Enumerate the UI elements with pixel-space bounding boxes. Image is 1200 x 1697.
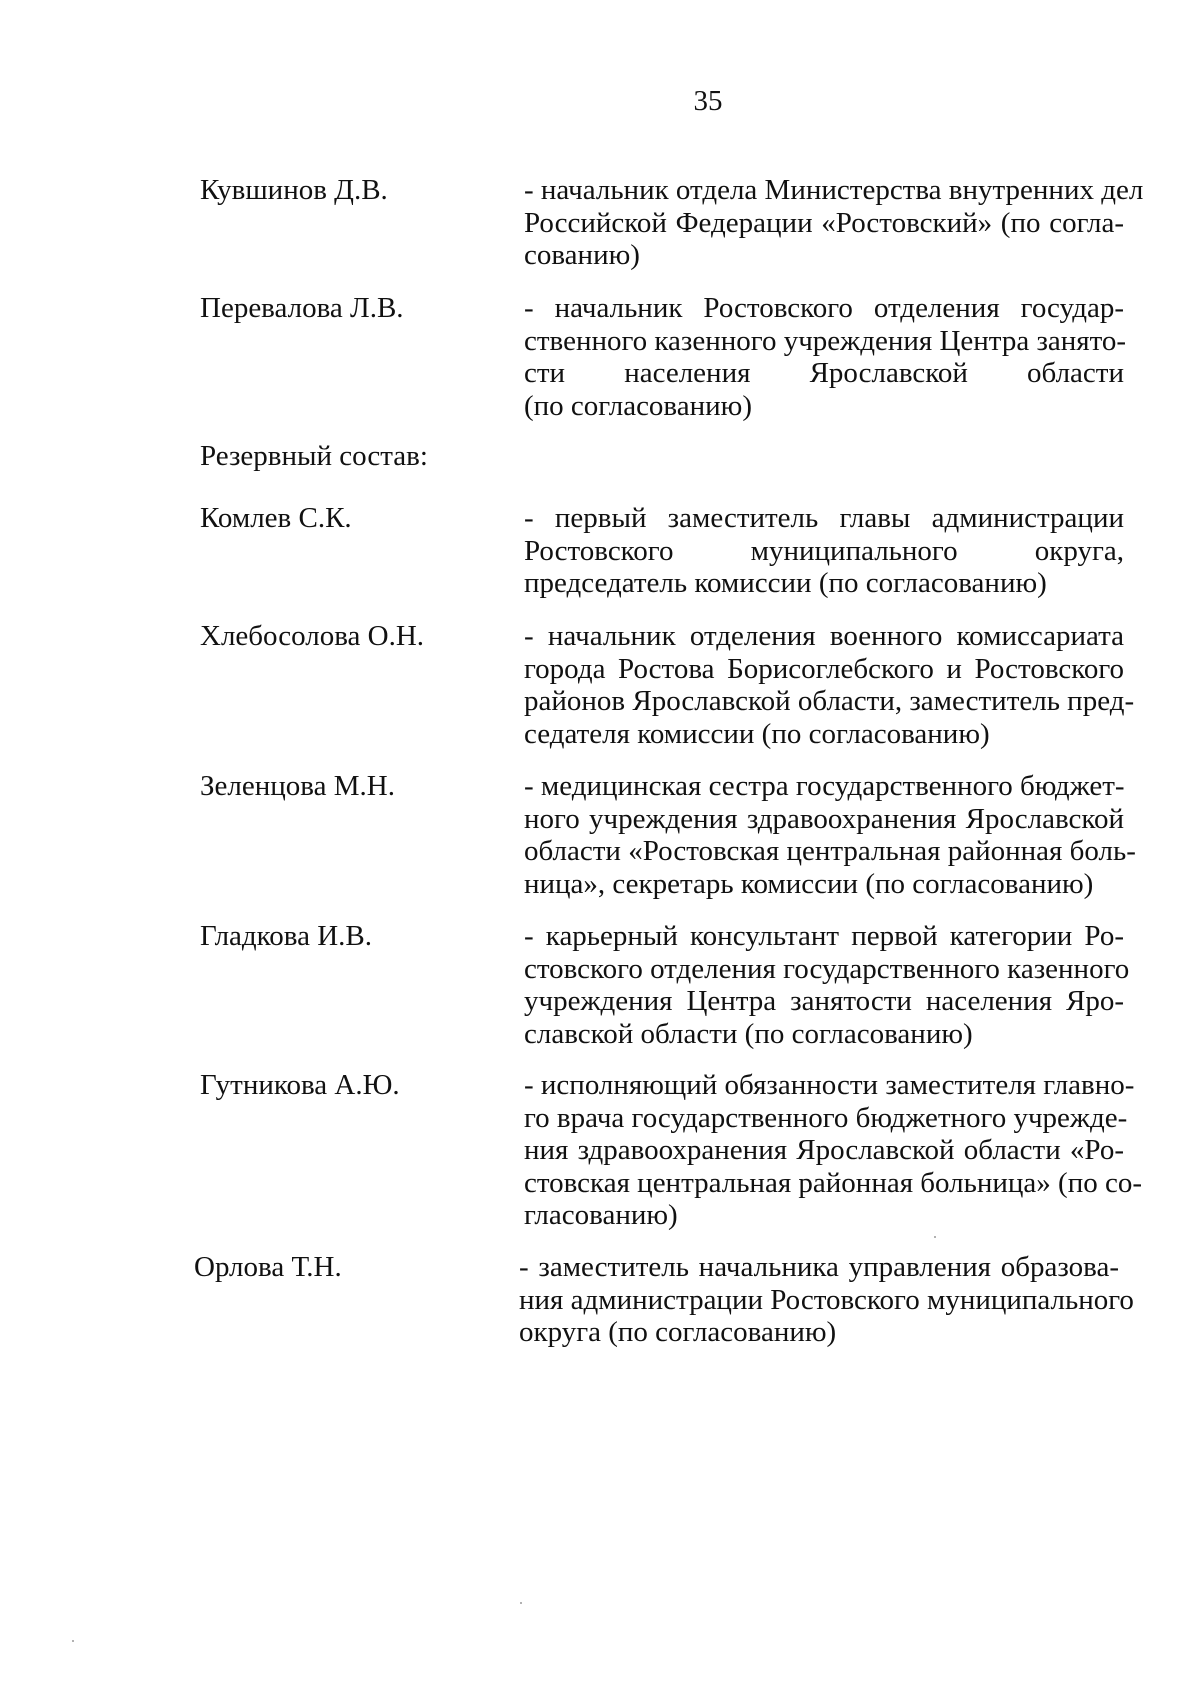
member-role xyxy=(524,292,1127,422)
scan-speck xyxy=(72,1640,74,1642)
member-name: Гутникова А.Ю. xyxy=(200,1069,400,1101)
member-role xyxy=(524,920,1130,1050)
role-line: го врача государственного бюджетного учрежде- xyxy=(524,1101,1128,1134)
role-line: Ростовского муниципального округа, xyxy=(524,534,1124,567)
role-line: седателя комиссии (по согласованию) xyxy=(524,717,990,750)
role-line: ного учреждения здравоохранения Ярославской xyxy=(524,802,1124,835)
scan-speck xyxy=(520,1602,522,1604)
role-line: стовская центральная районная больница» (по со- xyxy=(524,1166,1143,1199)
reserve-label: Резервный состав: xyxy=(200,440,428,472)
role-line: стовского отделения государственного казенного xyxy=(524,952,1130,985)
role-line: учреждения Центра занятости населения Яро- xyxy=(524,985,1124,1017)
member-name: Перевалова Л.В. xyxy=(200,292,404,324)
member-name: Комлев С.К. xyxy=(200,502,352,534)
role-line: - начальник отдела Министерства внутренних дел xyxy=(524,174,1144,206)
role-line: - исполняющий обязанности заместителя главно- xyxy=(524,1069,1135,1101)
role-line: ния администрации Ростовского муниципального xyxy=(519,1283,1134,1316)
role-line: - начальник Ростовского отделения государ- xyxy=(524,292,1124,324)
member-name: Орлова Т.Н. xyxy=(194,1251,342,1283)
role-line: - карьерный консультант первой категории Ро- xyxy=(524,920,1124,952)
member-name: Гладкова И.В. xyxy=(200,920,373,952)
member-name: Кувшинов Д.В. xyxy=(200,174,388,206)
role-line: славской области (по согласованию) xyxy=(524,1017,973,1050)
role-line: Российской Федерации «Ростовский» (по согла- xyxy=(524,206,1124,239)
member-role xyxy=(524,502,1124,600)
member-role xyxy=(524,770,1136,900)
scan-speck xyxy=(934,1236,936,1238)
role-line: ственного казенного учреждения Центра занято- xyxy=(524,324,1127,357)
role-line: - первый заместитель главы администрации xyxy=(524,502,1124,534)
role-line: сти населения Ярославской области xyxy=(524,357,1124,389)
role-line: районов Ярославской области, заместитель пред- xyxy=(524,685,1135,717)
role-line: - медицинская сестра государственного бюджет- xyxy=(524,770,1125,802)
member-role xyxy=(524,174,1144,272)
role-line: - заместитель начальника управления образова- xyxy=(519,1251,1119,1283)
role-line: ния здравоохранения Ярославской области «Ро- xyxy=(524,1134,1124,1166)
role-line: (по согласованию) xyxy=(524,389,752,422)
role-line: города Ростова Борисоглебского и Ростовского xyxy=(524,652,1124,685)
role-line: области «Ростовская центральная районная боль- xyxy=(524,835,1136,867)
role-line: гласованию) xyxy=(524,1199,678,1231)
member-role xyxy=(524,620,1135,750)
role-line: сованию) xyxy=(524,239,640,271)
role-line: - начальник отделения военного комиссариата xyxy=(524,620,1124,652)
role-line: округа (по согласованию) xyxy=(519,1316,837,1348)
role-line: ница», секретарь комиссии (по согласованию) xyxy=(524,867,1094,900)
member-role xyxy=(519,1251,1134,1349)
role-line: председатель комиссии (по согласованию) xyxy=(524,567,1047,599)
page-number: 35 xyxy=(693,85,723,117)
member-name: Хлебосолова О.Н. xyxy=(200,620,425,652)
member-name: Зеленцова М.Н. xyxy=(200,770,395,802)
member-role xyxy=(524,1069,1143,1232)
